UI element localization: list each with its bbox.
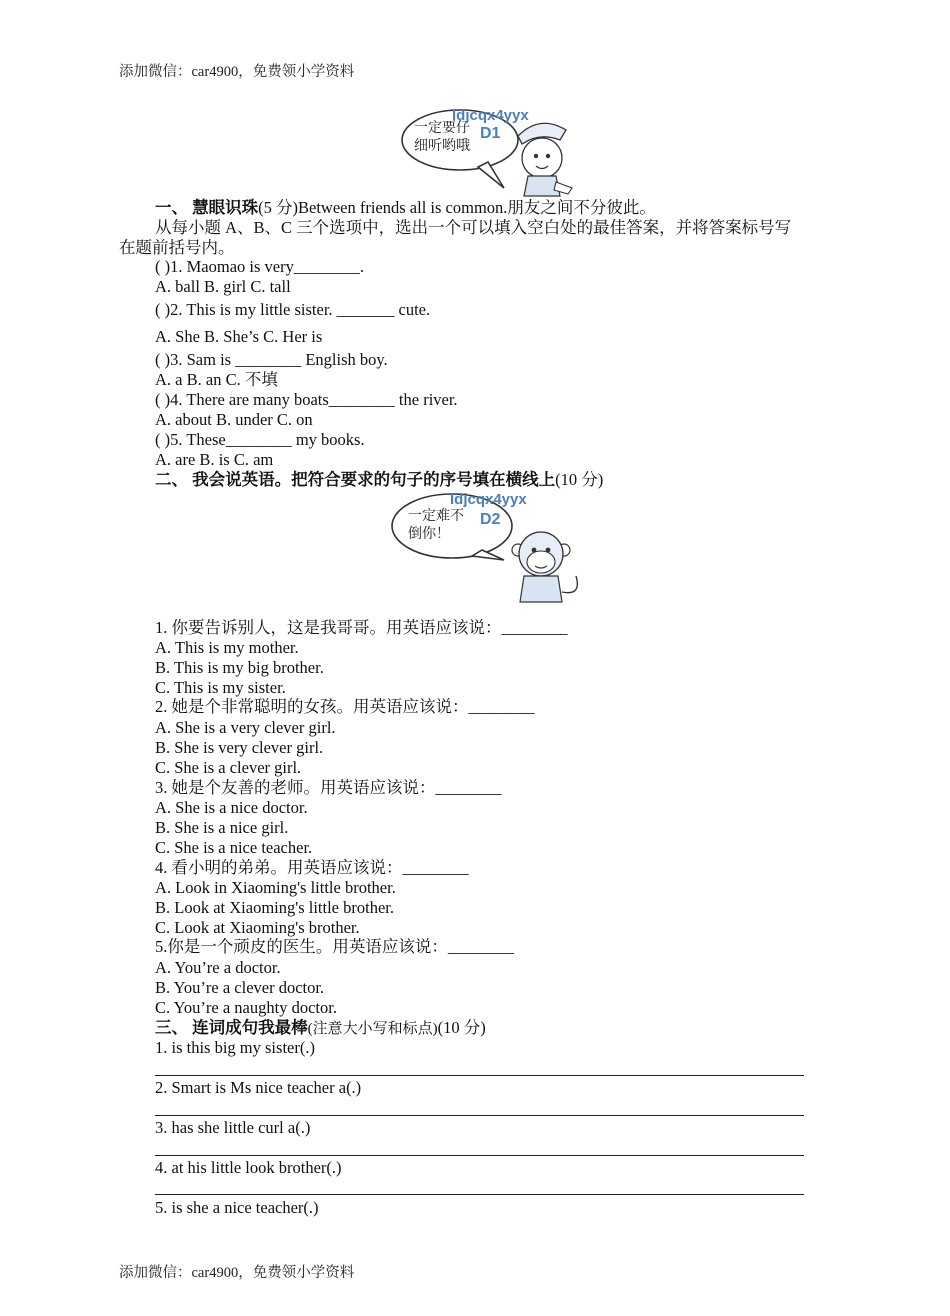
answer-option: B. She is very clever girl.	[155, 738, 324, 757]
section3-heading-rest: (10 分)	[437, 1018, 486, 1037]
watermark-text: ldjcqx4yyx	[450, 491, 527, 508]
answer-options: A. She B. She’s C. Her is	[155, 327, 323, 346]
section3-heading	[155, 1018, 486, 1039]
answer-option: A. You’re a doctor.	[155, 958, 281, 977]
answer-line[interactable]	[155, 1115, 804, 1116]
monkey-character-icon	[512, 532, 577, 602]
section2-heading-rest: (10 分)	[555, 470, 604, 489]
answer-option: C. She is a clever girl.	[155, 758, 302, 777]
answer-line[interactable]	[155, 1194, 804, 1195]
word-order-item: 2. Smart is Ms nice teacher a(.)	[155, 1078, 362, 1097]
word-order-item: 3. has she little curl a(.)	[155, 1118, 311, 1137]
answer-option: A. She is a very clever girl.	[155, 718, 336, 737]
cartoon-character-icon	[518, 123, 572, 196]
answer-option: B. Look at Xiaoming's little brother.	[155, 898, 394, 917]
answer-option: B. This is my big brother.	[155, 658, 324, 677]
watermark-text: ldjcqx4yyx	[452, 107, 529, 124]
answer-option: A. This is my mother.	[155, 638, 299, 657]
section1-heading-rest: (5 分)Between friends all is common.朋友之间不分彼此。	[258, 198, 656, 217]
question: ( )3. Sam is ________ English boy.	[155, 350, 388, 369]
section3-number: 三、	[155, 1018, 188, 1037]
answer-option: C. This is my sister.	[155, 678, 286, 697]
section2-title: 我会说英语。把符合要求的句子的序号填在横线上	[192, 470, 556, 489]
answer-options: A. a B. an C. 不填	[155, 370, 278, 389]
answer-options: A. ball B. girl C. tall	[155, 277, 291, 296]
answer-option: C. She is a nice teacher.	[155, 838, 313, 857]
question: 1. 你要告诉别人，这是我哥哥。用英语应该说：________	[155, 618, 568, 637]
question: 3. 她是个友善的老师。用英语应该说：________	[155, 778, 502, 797]
bubble-text-line2: 细听哟哦	[414, 138, 470, 154]
question: 4. 看小明的弟弟。用英语应该说：________	[155, 858, 469, 877]
section1-title: 慧眼识珠	[192, 198, 259, 217]
answer-option: B. You’re a clever doctor.	[155, 978, 325, 997]
section3-title: 连词成句我最棒	[192, 1018, 308, 1037]
watermark-tag: D1	[480, 125, 501, 142]
section2-heading	[155, 470, 603, 490]
header-note: 添加微信：car4900，免费领小学资料	[119, 64, 355, 80]
footer-note: 添加微信：car4900，免费领小学资料	[119, 1265, 355, 1281]
answer-option: C. You’re a naughty doctor.	[155, 998, 337, 1017]
section1-instruction-line1: 从每小题 A、B、C 三个选项中，选出一个可以填入空白处的最佳答案，并将答案标号写	[155, 218, 792, 237]
answer-option: C. Look at Xiaoming's brother.	[155, 918, 360, 937]
answer-options: A. about B. under C. on	[155, 410, 313, 429]
word-order-item: 5. is she a nice teacher(.)	[155, 1198, 319, 1217]
question: 2. 她是个非常聪明的女孩。用英语应该说：________	[155, 697, 535, 716]
question: ( )2. This is my little sister. _______ cute.	[155, 300, 431, 319]
section1-heading	[155, 198, 656, 218]
answer-line[interactable]	[155, 1155, 804, 1156]
question: ( )1. Maomao is very________.	[155, 257, 364, 276]
answer-option: A. Look in Xiaoming's little brother.	[155, 878, 396, 897]
answer-line[interactable]	[155, 1075, 804, 1076]
cannot-stump-you-illustration	[388, 488, 598, 614]
answer-option: B. She is a nice girl.	[155, 818, 289, 837]
answer-option: A. She is a nice doctor.	[155, 798, 308, 817]
watermark-tag: D2	[480, 511, 501, 528]
bubble-text-line1: 一定要仔	[414, 120, 470, 136]
section1-instruction-line2: 在题前括号内。	[119, 238, 235, 257]
bubble-text-line2: 倒你！	[408, 526, 450, 542]
question: ( )5. These________ my books.	[155, 430, 365, 449]
section1-number: 一、	[155, 198, 188, 217]
question: ( )4. There are many boats________ the river.	[155, 390, 458, 409]
word-order-item: 1. is this big my sister(.)	[155, 1038, 315, 1057]
question: 5.你是一个顽皮的医生。用英语应该说：________	[155, 937, 514, 956]
answer-options: A. are B. is C. am	[155, 450, 274, 469]
listen-carefully-illustration	[400, 104, 590, 202]
section3-note: (注意大小写和标点)	[307, 1021, 438, 1037]
section2-number: 二、	[155, 470, 188, 489]
word-order-item: 4. at his little look brother(.)	[155, 1158, 342, 1177]
bubble-text-line1: 一定难不	[408, 508, 464, 524]
